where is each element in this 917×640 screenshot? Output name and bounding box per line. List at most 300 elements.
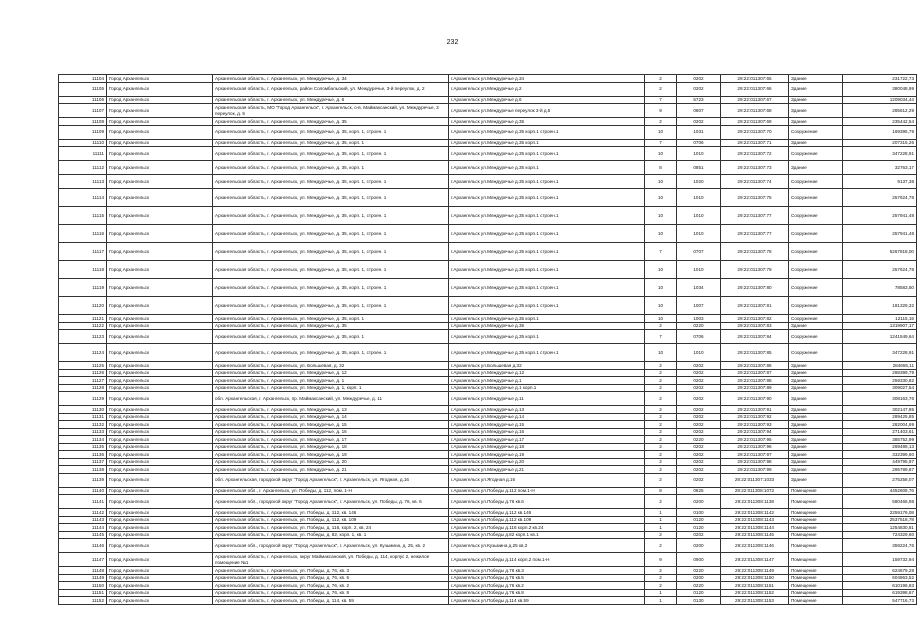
cadastral-value-cell: 235442,54 <box>843 118 917 126</box>
full-address-cell: Архангельская область, г. Архангельск, ул. Междуречье, д. 35, корп. 1 <box>213 315 449 323</box>
class-code-cell: 0202 <box>677 406 721 414</box>
object-type-cell: Здание <box>789 443 843 451</box>
table-row <box>59 436 917 444</box>
class-code-cell: 0202 <box>677 362 721 370</box>
municipality-cell: Город Архангельск <box>107 225 213 243</box>
object-type-cell: Сооружение <box>789 189 843 207</box>
object-type-cell: Здание <box>789 104 843 118</box>
full-address-cell: Архангельская область, г. Архангельск, ул. Междуречье, д. 12 <box>213 369 449 377</box>
full-address-cell: Архангельская область, г. Архангельск, ул. Междуречье, д. 35, корп. 1, строен. 1 <box>213 189 449 207</box>
row-number: 11110 <box>59 139 107 147</box>
full-address-cell: Архангельская область, г. Архангельск, ул. Междуречье, д. 35, корп. 1, строен. 1 <box>213 175 449 189</box>
short-address-cell: г.Архангельск ул.Междуречье д.19 <box>449 451 645 459</box>
municipality-cell: Город Архангельск <box>107 82 213 96</box>
short-address-cell: г.Архангельск ул.Победы д.112 кв.146 <box>449 509 645 517</box>
object-type-cell: Сооружение <box>789 261 843 279</box>
table-row <box>59 553 917 567</box>
full-address-cell: Архангельская область, г. Архангельск, ул. Победы, д. 112, кв. 109 <box>213 516 449 524</box>
row-number: 11129 <box>59 392 107 406</box>
full-address-cell: Архангельская область, г. Архангельск, ул. Междуречье, д. 14 <box>213 413 449 421</box>
municipality-cell: Город Архангельск <box>107 553 213 567</box>
object-type-cell: Здание <box>789 406 843 414</box>
cadastral-number-cell: 29:22:011308:1145 <box>721 531 789 539</box>
full-address-cell: Архангельская область, г. Архангельск, ул. Междуречье, д. 16 <box>213 428 449 436</box>
row-number: 11117 <box>59 243 107 261</box>
group-code-cell: 9 <box>645 553 677 567</box>
full-address-cell: Архангельская область, г. Архангельск, ул. Победы, д. 76, кв. 5 <box>213 574 449 582</box>
group-code-cell: 2 <box>645 466 677 474</box>
municipality-cell: Город Архангельск <box>107 589 213 597</box>
table-row <box>59 139 917 147</box>
row-number: 11116 <box>59 225 107 243</box>
group-code-cell: 10 <box>645 125 677 139</box>
municipality-cell: Город Архангельск <box>107 344 213 362</box>
cadastral-value-cell: 604863,52 <box>843 574 917 582</box>
cadastral-number-cell: 29:22:011307:97 <box>721 451 789 459</box>
short-address-cell: г.Архангельск ул.Междуречье д.2 <box>449 82 645 96</box>
object-type-cell: Сооружение <box>789 297 843 315</box>
row-number: 11130 <box>59 406 107 414</box>
cadastral-value-cell: 78583,50 <box>843 279 917 297</box>
class-code-cell: 0202 <box>677 377 721 385</box>
cadastral-number-cell: 29:22:011307:91 <box>721 406 789 414</box>
short-address-cell: г.Архангельск ул.Междуречье д.11 <box>449 392 645 406</box>
group-code-cell: 8 <box>645 161 677 175</box>
cadastral-number-cell: 29:22:011308:1143 <box>721 516 789 524</box>
object-type-cell: Здание <box>789 451 843 459</box>
group-code-cell: 2 <box>645 473 677 487</box>
cadastral-value-cell: 308163,76 <box>843 392 917 406</box>
cadastral-number-cell: 29:22:011307:80 <box>721 279 789 297</box>
row-number: 11108 <box>59 118 107 126</box>
short-address-cell: г.Архангельск ул.Междуречье д.15 <box>449 421 645 429</box>
row-number: 11149 <box>59 574 107 582</box>
short-address-cell: г.Архангельск ул.Междуречье д.35 корп.1 <box>449 139 645 147</box>
table-row <box>59 597 917 605</box>
class-code-cell: 0202 <box>677 443 721 451</box>
cadastral-number-cell: 29:22:011308:1138 <box>721 495 789 509</box>
cadastral-value-cell: 181329,32 <box>843 297 917 315</box>
short-address-cell: г.Архангельск ул.Междуречье д.35 корп.1 строен.1 <box>449 225 645 243</box>
object-type-cell: Здание <box>789 436 843 444</box>
cadastral-number-cell: 29:22:011307:69 <box>721 118 789 126</box>
group-code-cell: 2 <box>645 567 677 575</box>
municipality-cell: Город Архангельск <box>107 451 213 459</box>
cadastral-value-cell: 2537518,78 <box>843 516 917 524</box>
table-row <box>59 458 917 466</box>
group-code-cell: 1 <box>645 509 677 517</box>
municipality-cell: Город Архангельск <box>107 495 213 509</box>
full-address-cell: Архангельская область, г. Архангельск, ул. Междуречье, д. 35, корп. 1 <box>213 161 449 175</box>
table-row <box>59 175 917 189</box>
cadastral-value-cell: 624679,28 <box>843 567 917 575</box>
cadastral-number-cell: 29:22:011307:88 <box>721 377 789 385</box>
object-type-cell: Сооружение <box>789 175 843 189</box>
short-address-cell: г.Архангельск ул.Междуречье д.21 <box>449 466 645 474</box>
cadastral-number-cell: 29:22:011307:96 <box>721 443 789 451</box>
municipality-cell: Город Архангельск <box>107 369 213 377</box>
group-code-cell: 2 <box>645 322 677 330</box>
group-code-cell: 2 <box>645 82 677 96</box>
full-address-cell: Архангельская область, г. Архангельск, ул. Победы, д. 76, кв. 8 <box>213 589 449 597</box>
object-type-cell: Помещение <box>789 524 843 532</box>
full-address-cell: Архангельская область, г. Архангельск, ул. Победы, д. 76, кв. 3 <box>213 567 449 575</box>
short-address-cell: г.Архангельск ул.Победы д.76 кв.8 <box>449 589 645 597</box>
municipality-cell: Город Архангельск <box>107 443 213 451</box>
row-number: 11144 <box>59 524 107 532</box>
group-code-cell: 10 <box>645 175 677 189</box>
cadastral-value-cell: 1319907,17 <box>843 322 917 330</box>
object-type-cell: Помещение <box>789 487 843 495</box>
cadastral-number-cell: 29:22:011307:77 <box>721 225 789 243</box>
table-row <box>59 384 917 392</box>
object-type-cell: Сооружение <box>789 344 843 362</box>
object-type-cell: Сооружение <box>789 330 843 344</box>
cadastral-number-cell: 29:22:011307:90 <box>721 392 789 406</box>
row-number: 11148 <box>59 567 107 575</box>
group-code-cell: 10 <box>645 189 677 207</box>
object-type-cell: Сооружение <box>789 225 843 243</box>
cadastral-value-cell: 1241549,64 <box>843 330 917 344</box>
property-registry-table <box>58 74 917 605</box>
municipality-cell: Город Архангельск <box>107 524 213 532</box>
short-address-cell: г.Архангельск ул.Победы д.112 пом.1-Н <box>449 487 645 495</box>
cadastral-number-cell: 29:22:011307:89 <box>721 384 789 392</box>
municipality-cell: Город Архангельск <box>107 413 213 421</box>
group-code-cell: 2 <box>645 384 677 392</box>
cadastral-number-cell: 29:22:011308:1152 <box>721 589 789 597</box>
row-number: 11151 <box>59 589 107 597</box>
cadastral-number-cell: 29:22:011307:84 <box>721 330 789 344</box>
short-address-cell: г.Архангельск ул.Большевая д.32 <box>449 362 645 370</box>
short-address-cell: г.Архангельск ул.Междуречье д.35 корп.1 <box>449 330 645 344</box>
row-number: 11131 <box>59 413 107 421</box>
cadastral-value-cell: 724329,60 <box>843 531 917 539</box>
full-address-cell: Архангельская область, г. Архангельск, ул. Междуречье, д. 34 <box>213 75 449 83</box>
row-number: 11123 <box>59 330 107 344</box>
short-address-cell: г.Архангельск ул.Междуречье д.20 <box>449 458 645 466</box>
full-address-cell: Архангельская область, г. Архангельск, ул. Междуречье, д. 35, корп. 1, строен. 1 <box>213 225 449 243</box>
cadastral-number-cell: 29:22:011307:79 <box>721 261 789 279</box>
municipality-cell: Город Архангельск <box>107 322 213 330</box>
cadastral-value-cell: 619398,67 <box>843 589 917 597</box>
full-address-cell: Архангельская область, г. Архангельск, ул. Междуречье, д. 35 <box>213 322 449 330</box>
short-address-cell: г.Архангельск ул.Победы д.76 кв.2 <box>449 582 645 590</box>
cadastral-value-cell: 284655,11 <box>843 362 917 370</box>
table-row <box>59 428 917 436</box>
table-row <box>59 487 917 495</box>
class-code-cell: 0120 <box>677 516 721 524</box>
short-address-cell: г.Архангельск ул.Междуречье д.34 <box>449 75 645 83</box>
group-code-cell: 7 <box>645 330 677 344</box>
cadastral-number-cell: 29:22:011307:81 <box>721 297 789 315</box>
class-code-cell: 0220 <box>677 582 721 590</box>
object-type-cell: Здание <box>789 362 843 370</box>
class-code-cell: 0202 <box>677 392 721 406</box>
class-code-cell: 0807 <box>677 104 721 118</box>
class-code-cell: 0120 <box>677 524 721 532</box>
table-row <box>59 189 917 207</box>
row-number: 11105 <box>59 82 107 96</box>
short-address-cell: г.Архангельск ул.Ягодная д.16 <box>449 473 645 487</box>
cadastral-value-cell: 1254830,81 <box>843 524 917 532</box>
class-code-cell: 1010 <box>677 207 721 225</box>
row-number: 11104 <box>59 75 107 83</box>
row-number: 11119 <box>59 279 107 297</box>
table-row <box>59 82 917 96</box>
row-number: 11127 <box>59 377 107 385</box>
full-address-cell: Архангельская область, г. Архангельск, ул. Междуречье, д. 18 <box>213 443 449 451</box>
class-code-cell: 1020 <box>677 175 721 189</box>
class-code-cell: 0202 <box>677 451 721 459</box>
short-address-cell: г.Архангельск ул.Междуречье д.35 корп.1 строен.1 <box>449 175 645 189</box>
group-code-cell: 1 <box>645 516 677 524</box>
object-type-cell: Сооружение <box>789 315 843 323</box>
full-address-cell: Архангельская область, г. Архангельск, ул. Междуречье, д. 35, корп. 1, строен. 1 <box>213 261 449 279</box>
group-code-cell: 1 <box>645 589 677 597</box>
cadastral-number-cell: 29:22:011307:85 <box>721 344 789 362</box>
short-address-cell: г.Архангельск ул.Междуречье д.35 корп.1 строен.1 <box>449 189 645 207</box>
municipality-cell: Город Архангельск <box>107 421 213 429</box>
group-code-cell: 2 <box>645 443 677 451</box>
object-type-cell: Помещение <box>789 597 843 605</box>
object-type-cell: Здание <box>789 139 843 147</box>
cadastral-value-cell: 257941,48 <box>843 225 917 243</box>
table-row <box>59 207 917 225</box>
cadastral-value-cell: 309027,54 <box>843 384 917 392</box>
table-row <box>59 421 917 429</box>
cadastral-number-cell: 29:22:011307:77 <box>721 207 789 225</box>
full-address-cell: обл. Архангельская, городской округ "Город Архангельск", г. Архангельск, ул. Ягодная, д.16 <box>213 473 449 487</box>
municipality-cell: Город Архангельск <box>107 96 213 104</box>
class-code-cell: 1003 <box>677 315 721 323</box>
short-address-cell: г.Архангельск ул.Междуречье д.1 <box>449 377 645 385</box>
table-row <box>59 279 917 297</box>
cadastral-number-cell: 29:22:011307:73 <box>721 161 789 175</box>
group-code-cell: 7 <box>645 139 677 147</box>
row-number: 11113 <box>59 175 107 189</box>
cadastral-value-cell: 269489,13 <box>843 443 917 451</box>
short-address-cell: г.Архангельск ул.Междуречье д.16 <box>449 428 645 436</box>
short-address-cell: г.Архангельск ул.Победы д.82 корп.1 кв.1 <box>449 531 645 539</box>
row-number: 11109 <box>59 125 107 139</box>
cadastral-value-cell: 275258,07 <box>843 473 917 487</box>
class-code-cell: 0202 <box>677 82 721 96</box>
short-address-cell: г.Архангельск ул.Победы д.116 корп.2 кв.24 <box>449 524 645 532</box>
cadastral-number-cell: 29:22:011307:93 <box>721 421 789 429</box>
class-code-cell: 0202 <box>677 531 721 539</box>
row-number: 11120 <box>59 297 107 315</box>
cadastral-number-cell: 29:22:011307:86 <box>721 362 789 370</box>
cadastral-number-cell: 29:22:011307:70 <box>721 125 789 139</box>
municipality-cell: Город Архангельск <box>107 125 213 139</box>
cadastral-number-cell: 29:22:011307:74 <box>721 175 789 189</box>
municipality-cell: Город Архангельск <box>107 175 213 189</box>
table-row <box>59 406 917 414</box>
cadastral-number-cell: 29:22:011307:75 <box>721 189 789 207</box>
group-code-cell: 7 <box>645 243 677 261</box>
municipality-cell: Город Архангельск <box>107 567 213 575</box>
table-row <box>59 161 917 175</box>
row-number: 11152 <box>59 597 107 605</box>
municipality-cell: Город Архангельск <box>107 75 213 83</box>
short-address-cell: г.Архангельск ул.Междуречье д.13 <box>449 406 645 414</box>
cadastral-value-cell: 4452608,76 <box>843 487 917 495</box>
full-address-cell: Архангельская область, г. Архангельск, ул. Междуречье, д. 35, корп. 1, строен. 1 <box>213 344 449 362</box>
row-number: 11134 <box>59 436 107 444</box>
cadastral-number-cell: 29:22:011307:67 <box>721 96 789 104</box>
short-address-cell: г.Архангельск ул.Победы д.114 кв.59 <box>449 597 645 605</box>
table-row <box>59 118 917 126</box>
municipality-cell: Город Архангельск <box>107 139 213 147</box>
group-code-cell: 10 <box>645 261 677 279</box>
object-type-cell: Здание <box>789 82 843 96</box>
table-row <box>59 330 917 344</box>
object-type-cell: Здание <box>789 466 843 474</box>
cadastral-number-cell: 29:22:011308:1149 <box>721 567 789 575</box>
cadastral-value-cell: 257941,48 <box>843 207 917 225</box>
cadastral-number-cell: 29:22:011307:68 <box>721 104 789 118</box>
table-row <box>59 392 917 406</box>
row-number: 11122 <box>59 322 107 330</box>
class-code-cell: 0202 <box>677 118 721 126</box>
municipality-cell: Город Архангельск <box>107 315 213 323</box>
short-address-cell: г.Архангельск ул.Кузьмина д.25 кв.2 <box>449 539 645 553</box>
municipality-cell: Город Архангельск <box>107 147 213 161</box>
cadastral-value-cell: 1209034,44 <box>843 96 917 104</box>
group-code-cell: 10 <box>645 225 677 243</box>
row-number: 11135 <box>59 443 107 451</box>
cadastral-value-cell: 282004,69 <box>843 421 917 429</box>
short-address-cell: г.Архангельск ул.Победы д.76 кв.6 <box>449 495 645 509</box>
group-code-cell: 2 <box>645 531 677 539</box>
short-address-cell: г.Архангельск ул.Междуречье д.35 корп.1 строен.1 <box>449 279 645 297</box>
table-row <box>59 567 917 575</box>
short-address-cell: г.Архангельск ул.Междуречье д.18 <box>449 443 645 451</box>
class-code-cell: 1010 <box>677 261 721 279</box>
class-code-cell: 0220 <box>677 322 721 330</box>
row-number: 11112 <box>59 161 107 175</box>
cadastral-number-cell: 29:22:011307:71 <box>721 139 789 147</box>
object-type-cell: Здание <box>789 118 843 126</box>
full-address-cell: Архангельская область, г. Архангельск, ул. Междуречье, д. 15 <box>213 421 449 429</box>
table-row <box>59 443 917 451</box>
object-type-cell: Здание <box>789 392 843 406</box>
class-code-cell: 0120 <box>677 589 721 597</box>
object-type-cell: Здание <box>789 421 843 429</box>
short-address-cell: г.Архангельск ул.Междуречье д.35 корп.1 <box>449 161 645 175</box>
short-address-cell: г.Архангельск ул.Междуречье д.35 корп.1 строен.1 <box>449 125 645 139</box>
full-address-cell: Архангельская область, г. Архангельск, ул. Междуречье, д. 35, корп. 1 <box>213 330 449 344</box>
table-row <box>59 322 917 330</box>
municipality-cell: Город Архангельск <box>107 473 213 487</box>
municipality-cell: Город Архангельск <box>107 207 213 225</box>
full-address-cell: Архангельская область, г. Архангельск, ул. Победы, д. 114, кв. 59 <box>213 597 449 605</box>
cadastral-value-cell: 288399,79 <box>843 369 917 377</box>
cadastral-value-cell: 289425,85 <box>843 413 917 421</box>
cadastral-value-cell: 257624,78 <box>843 189 917 207</box>
full-address-cell: Архангельская область, г. Архангельск, ул. Победы, д. 112, кв. 146 <box>213 509 449 517</box>
cadastral-value-cell: 231722,73 <box>843 75 917 83</box>
group-code-cell: 7 <box>645 96 677 104</box>
full-address-cell: Архангельская область, г. Архангельск, ул. Междуречье, д. 35, корп. 1, строен. 1 <box>213 279 449 297</box>
group-code-cell: 2 <box>645 458 677 466</box>
row-number: 11121 <box>59 315 107 323</box>
group-code-cell: 8 <box>645 487 677 495</box>
group-code-cell: 2 <box>645 428 677 436</box>
row-number: 11142 <box>59 509 107 517</box>
short-address-cell: г.Архангельск ул.Междуречье д.17 <box>449 436 645 444</box>
class-code-cell: 0851 <box>677 161 721 175</box>
full-address-cell: Архангельская область, г. Архангельск, ул. Междуречье, д. 6 <box>213 96 449 104</box>
object-type-cell: Помещение <box>789 516 843 524</box>
full-address-cell: Архангельская область, г. Архангельск, ул. Междуречье, д. 35 <box>213 118 449 126</box>
full-address-cell: Архангельская область, г. Архангельск, ул. Междуречье, д. 1, корп. 1 <box>213 384 449 392</box>
table-row <box>59 574 917 582</box>
cadastral-number-cell: 29:22:011307:66 <box>721 82 789 96</box>
table-row <box>59 495 917 509</box>
full-address-cell: Архангельская область, г. Архангельск, ул. Междуречье, д. 35, корп. 1, строен. 1 <box>213 147 449 161</box>
class-code-cell: 1010 <box>677 189 721 207</box>
municipality-cell: Город Архангельск <box>107 466 213 474</box>
table-row <box>59 531 917 539</box>
object-type-cell: Сооружение <box>789 207 843 225</box>
class-code-cell: 0200 <box>677 495 721 509</box>
group-code-cell: 10 <box>645 279 677 297</box>
row-number: 11128 <box>59 384 107 392</box>
cadastral-value-cell: 610196,83 <box>843 582 917 590</box>
municipality-cell: Город Архангельск <box>107 531 213 539</box>
table-body <box>59 75 917 605</box>
municipality-cell: Город Архангельск <box>107 406 213 414</box>
municipality-cell: Город Архангельск <box>107 161 213 175</box>
short-address-cell: г.Архангельск ул.Междуречье д.35 корп.1 строен.1 <box>449 207 645 225</box>
full-address-cell: Архангельская область, г. Архангельск, ул. Междуречье, д. 35, корп. 1, строен. 1 <box>213 297 449 315</box>
row-number: 11138 <box>59 466 107 474</box>
cadastral-number-cell: 29:22:011307:95 <box>721 436 789 444</box>
class-code-cell: 0706 <box>677 139 721 147</box>
row-number: 11132 <box>59 421 107 429</box>
object-type-cell: Помещение <box>789 539 843 553</box>
row-number: 11145 <box>59 531 107 539</box>
cadastral-number-cell: 29:22:011307:72 <box>721 147 789 161</box>
object-type-cell: Сооружение <box>789 147 843 161</box>
cadastral-value-cell: 347228,91 <box>843 147 917 161</box>
municipality-cell: Город Архангельск <box>107 118 213 126</box>
cadastral-number-cell: 29:22:011307:99 <box>721 466 789 474</box>
object-type-cell: Сооружение <box>789 279 843 297</box>
cadastral-number-cell: 29:22:011307:78 <box>721 243 789 261</box>
group-code-cell: 2 <box>645 377 677 385</box>
object-type-cell: Здание <box>789 161 843 175</box>
full-address-cell: Архангельская область, г. Архангельск, ул. Междуречье, д. 17 <box>213 436 449 444</box>
object-type-cell: Помещение <box>789 509 843 517</box>
class-code-cell: 0202 <box>677 413 721 421</box>
row-number: 11136 <box>59 451 107 459</box>
full-address-cell: Архангельская обл., городской округ "Город Архангельск", г. Архангельск, ул. Победы, д. 76, кв. 6 <box>213 495 449 509</box>
short-address-cell: г.Архангельск ул.Победы д.114 корп.2 пом.1-Н <box>449 553 645 567</box>
class-code-cell: 0202 <box>677 473 721 487</box>
municipality-cell: Город Архангельск <box>107 582 213 590</box>
full-address-cell: обл. Архангельская, г. Архангельск, пр. Маймаксанский, ул. Междуречье, д. 11 <box>213 392 449 406</box>
short-address-cell: г.Архангельск ул.Междуречье д.14 <box>449 413 645 421</box>
class-code-cell: 0202 <box>677 458 721 466</box>
object-type-cell: Сооружение <box>789 125 843 139</box>
object-type-cell: Помещение <box>789 531 843 539</box>
table-row <box>59 539 917 553</box>
cadastral-value-cell: 347228,91 <box>843 344 917 362</box>
cadastral-number-cell: 29:22:011308:1142 <box>721 509 789 517</box>
